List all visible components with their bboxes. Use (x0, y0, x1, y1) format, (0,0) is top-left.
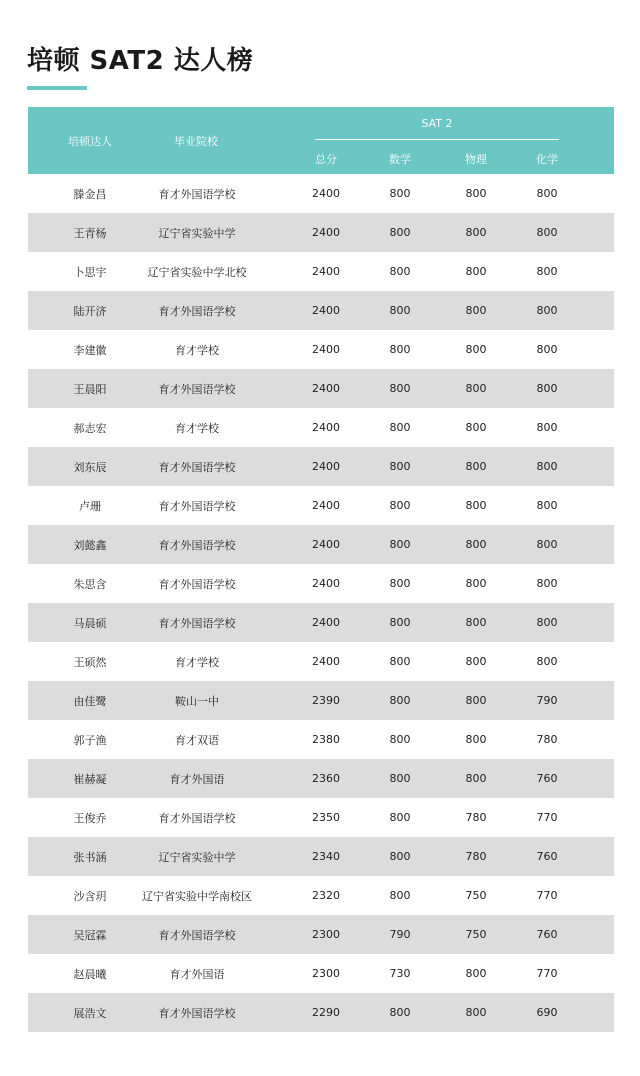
cell-name: 赵晨曦 (73, 967, 107, 981)
cell-name: 吴冠霖 (73, 928, 107, 942)
header-school: 毕业院校 (174, 134, 218, 148)
cell-name: 陆开济 (73, 304, 107, 318)
table-row (28, 993, 614, 1032)
cell-math: 800 (389, 889, 411, 902)
table-row (28, 525, 614, 564)
cell-physics: 800 (465, 655, 487, 668)
cell-math: 800 (389, 499, 411, 512)
title-underline (27, 86, 87, 90)
cell-math: 800 (389, 304, 411, 317)
table-row (28, 174, 614, 213)
cell-school: 育才外国语学校 (158, 187, 236, 201)
cell-name: 崔赫凝 (73, 772, 107, 786)
cell-math: 800 (389, 616, 411, 629)
cell-total: 2400 (312, 187, 340, 200)
header-sat2-group: SAT 2 (421, 117, 453, 130)
cell-name: 刘东辰 (73, 460, 107, 474)
cell-chemistry: 800 (536, 226, 558, 239)
cell-total: 2400 (312, 421, 340, 434)
cell-school: 育才外国语学校 (158, 382, 236, 396)
cell-chemistry: 790 (536, 694, 558, 707)
cell-chemistry: 800 (536, 460, 558, 473)
header-physics: 物理 (465, 153, 487, 166)
cell-math: 800 (389, 655, 411, 668)
cell-chemistry: 800 (536, 304, 558, 317)
cell-total: 2400 (312, 616, 340, 629)
cell-physics: 800 (465, 226, 487, 239)
cell-physics: 750 (465, 928, 487, 941)
cell-school: 育才外国语学校 (158, 1006, 236, 1020)
leaderboard-table (28, 107, 614, 1032)
cell-math: 800 (389, 460, 411, 473)
cell-name: 王晨阳 (73, 382, 107, 396)
cell-math: 730 (389, 967, 411, 980)
cell-school: 育才外国语学校 (158, 928, 236, 942)
cell-total: 2400 (312, 538, 340, 551)
cell-chemistry: 760 (536, 850, 558, 863)
table-row (28, 798, 614, 837)
cell-math: 790 (389, 928, 411, 941)
cell-name: 李建徽 (73, 343, 107, 357)
cell-math: 800 (389, 343, 411, 356)
cell-physics: 800 (465, 538, 487, 551)
cell-school: 育才外国语学校 (158, 538, 236, 552)
cell-total: 2400 (312, 343, 340, 356)
cell-math: 800 (389, 538, 411, 551)
cell-physics: 800 (465, 733, 487, 746)
header-name: 培顿达人 (68, 134, 112, 148)
cell-physics: 800 (465, 265, 487, 278)
cell-school: 育才学校 (175, 655, 219, 669)
cell-name: 卢珊 (79, 499, 101, 513)
cell-school: 育才外国语 (169, 967, 225, 981)
cell-name: 郝志宏 (73, 421, 107, 435)
table-row (28, 330, 614, 369)
cell-physics: 800 (465, 772, 487, 785)
table-row (28, 369, 614, 408)
cell-physics: 750 (465, 889, 487, 902)
table-row (28, 213, 614, 252)
cell-physics: 800 (465, 1006, 487, 1019)
cell-school: 辽宁省实验中学南校区 (142, 889, 252, 903)
cell-school: 育才学校 (175, 421, 219, 435)
cell-chemistry: 770 (536, 967, 558, 980)
header-math: 数学 (389, 153, 411, 166)
cell-name: 王青杨 (73, 226, 107, 240)
table-header (28, 107, 614, 174)
cell-physics: 800 (465, 343, 487, 356)
cell-physics: 800 (465, 460, 487, 473)
cell-total: 2400 (312, 382, 340, 395)
cell-chemistry: 800 (536, 655, 558, 668)
cell-total: 2400 (312, 499, 340, 512)
table-row (28, 915, 614, 954)
cell-physics: 780 (465, 811, 487, 824)
cell-chemistry: 770 (536, 889, 558, 902)
cell-chemistry: 800 (536, 343, 558, 356)
header-chemistry: 化学 (536, 153, 558, 166)
cell-school: 育才双语 (175, 733, 219, 747)
cell-physics: 800 (465, 304, 487, 317)
cell-school: 育才外国语学校 (158, 499, 236, 513)
cell-name: 王硕然 (73, 655, 107, 669)
cell-name: 卜思宇 (73, 265, 107, 279)
cell-school: 育才学校 (175, 343, 219, 357)
table-row (28, 642, 614, 681)
cell-school: 育才外国语学校 (158, 304, 236, 318)
cell-chemistry: 770 (536, 811, 558, 824)
cell-chemistry: 690 (536, 1006, 558, 1019)
cell-total: 2320 (312, 889, 340, 902)
cell-school: 育才外国语学校 (158, 616, 236, 630)
cell-name: 王俊乔 (73, 811, 107, 825)
table-row (28, 291, 614, 330)
cell-name: 沙含玥 (73, 889, 107, 903)
cell-total: 2400 (312, 304, 340, 317)
table-row (28, 486, 614, 525)
cell-school: 育才外国语学校 (158, 811, 236, 825)
cell-physics: 800 (465, 967, 487, 980)
cell-chemistry: 800 (536, 187, 558, 200)
cell-chemistry: 800 (536, 538, 558, 551)
cell-physics: 800 (465, 616, 487, 629)
cell-math: 800 (389, 772, 411, 785)
cell-chemistry: 800 (536, 577, 558, 590)
cell-math: 800 (389, 1006, 411, 1019)
cell-total: 2390 (312, 694, 340, 707)
cell-physics: 800 (465, 421, 487, 434)
table-row (28, 720, 614, 759)
cell-school: 育才外国语学校 (158, 577, 236, 591)
cell-chemistry: 800 (536, 265, 558, 278)
cell-chemistry: 780 (536, 733, 558, 746)
cell-math: 800 (389, 694, 411, 707)
table-row (28, 681, 614, 720)
table-row (28, 954, 614, 993)
cell-name: 刘懿鑫 (73, 538, 107, 552)
cell-math: 800 (389, 577, 411, 590)
cell-chemistry: 800 (536, 382, 558, 395)
cell-name: 朱思含 (73, 577, 107, 591)
table-row (28, 876, 614, 915)
cell-total: 2380 (312, 733, 340, 746)
cell-chemistry: 760 (536, 928, 558, 941)
table-row (28, 759, 614, 798)
cell-math: 800 (389, 382, 411, 395)
cell-math: 800 (389, 421, 411, 434)
cell-physics: 800 (465, 382, 487, 395)
table-row (28, 408, 614, 447)
header-group-divider (315, 139, 559, 140)
cell-name: 展浩文 (73, 1006, 107, 1020)
cell-total: 2400 (312, 226, 340, 239)
table-row (28, 252, 614, 291)
cell-school: 育才外国语 (169, 772, 225, 786)
cell-school: 育才外国语学校 (158, 460, 236, 474)
table-row (28, 837, 614, 876)
cell-chemistry: 760 (536, 772, 558, 785)
cell-math: 800 (389, 226, 411, 239)
cell-physics: 800 (465, 187, 487, 200)
cell-school: 辽宁省实验中学 (158, 226, 236, 240)
cell-physics: 780 (465, 850, 487, 863)
table-row (28, 603, 614, 642)
cell-total: 2300 (312, 928, 340, 941)
cell-school: 鞍山一中 (175, 694, 219, 708)
cell-chemistry: 800 (536, 499, 558, 512)
cell-total: 2340 (312, 850, 340, 863)
cell-chemistry: 800 (536, 421, 558, 434)
cell-physics: 800 (465, 499, 487, 512)
cell-total: 2400 (312, 265, 340, 278)
cell-physics: 800 (465, 577, 487, 590)
cell-chemistry: 800 (536, 616, 558, 629)
cell-total: 2400 (312, 460, 340, 473)
cell-total: 2400 (312, 655, 340, 668)
cell-math: 800 (389, 733, 411, 746)
cell-physics: 800 (465, 694, 487, 707)
table-row (28, 564, 614, 603)
cell-total: 2290 (312, 1006, 340, 1019)
cell-school: 辽宁省实验中学 (158, 850, 236, 864)
cell-name: 张书涵 (73, 850, 107, 864)
cell-name: 由佳鹭 (73, 694, 107, 708)
cell-total: 2350 (312, 811, 340, 824)
table-body (28, 174, 614, 1032)
cell-name: 滕金昌 (73, 187, 107, 201)
cell-total: 2300 (312, 967, 340, 980)
cell-school: 辽宁省实验中学北校 (147, 265, 247, 279)
cell-math: 800 (389, 265, 411, 278)
cell-total: 2400 (312, 577, 340, 590)
cell-total: 2360 (312, 772, 340, 785)
cell-math: 800 (389, 850, 411, 863)
table-row (28, 447, 614, 486)
cell-name: 郭子渔 (73, 733, 107, 747)
cell-math: 800 (389, 811, 411, 824)
cell-name: 马晨硕 (73, 616, 107, 630)
cell-math: 800 (389, 187, 411, 200)
header-total: 总分 (315, 153, 337, 166)
page-title: 培顿 SAT2 达人榜 (27, 46, 254, 76)
